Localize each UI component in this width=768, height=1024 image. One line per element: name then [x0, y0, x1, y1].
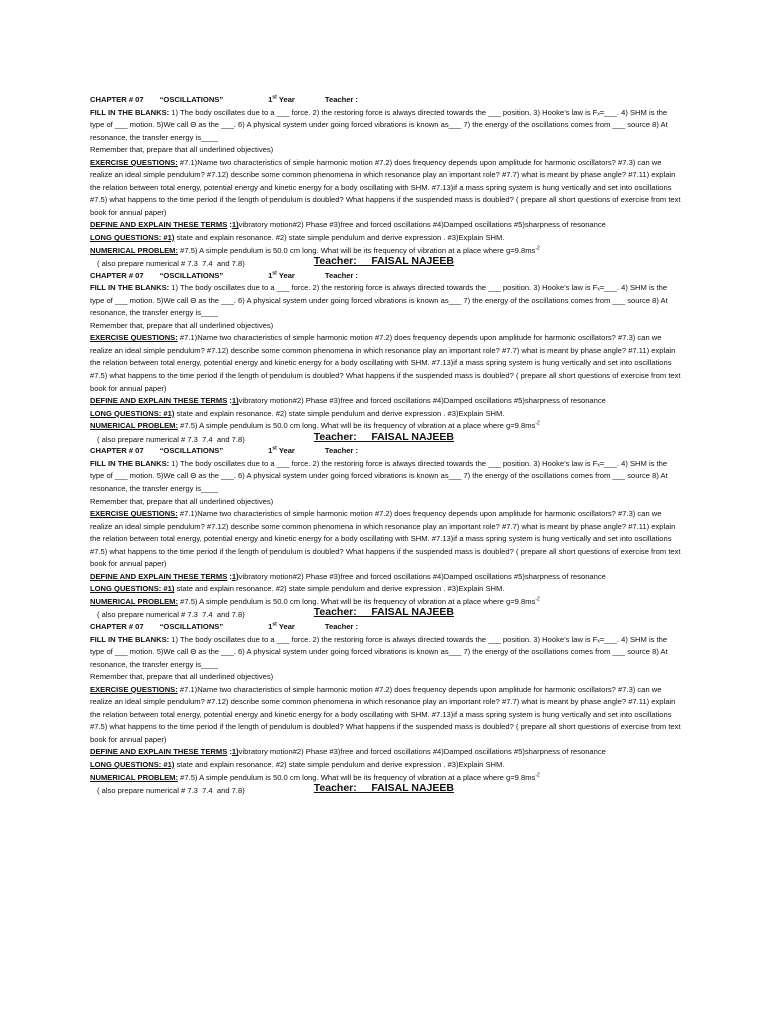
- define-text: vibratory motion#2) Phase #3)free and forced oscillations #4)Damped oscillations #5)sharpness of resonance: [238, 747, 606, 757]
- long-text: state and explain resonance. #2) state simple pendulum and derive expression . #3)Explain SHM.: [174, 759, 505, 769]
- fill-label: FILL IN THE BLANKS:: [90, 107, 170, 117]
- long-questions: [90, 408, 682, 421]
- teacher-signature: Teacher: FAISAL NAJEEB: [313, 782, 454, 795]
- teacher-signature: Teacher: FAISAL NAJEEB: [313, 255, 454, 268]
- define-terms: DEFINE AND EXPLAIN THESE TERMS :1)vibratory motion#2) Phase #3)free and forced oscillations #4)Damped oscillations #5)sharpness of resonance: [90, 747, 606, 757]
- handout-block: [90, 94, 682, 270]
- exercise-text: #7.1)Name two characteristics of simple harmonic motion #7.2) does frequency depends upon amplitude for harmonic oscillators? #7.3) can we realize an ideal simple pendulum? #7.12) describe some common phenomena in which resonance play an important role? #7.7) what is meant by phase angle? #7.11) explain the relation between total energy, potential energy and kinetic energy for a body oscillating with SHM. #7.13)if a mass spring system is hung vertically and set into oscillations #7.5) what happens to the time period if the length of pendulum is doubled? What happens if the suspended mass is doubled? ( prepare all short questions of exercise from text book for annual paper): [90, 157, 681, 217]
- numerical-problem: NUMERICAL PROBLEM: #7.5) A simple pendulum is 50.0 cm long. What will be its frequency of vibration at a place where $g=9.8ms^{-2}$: [90, 772, 540, 782]
- long-text: state and explain resonance. #2) state simple pendulum and derive expression . #3)Explain SHM.: [174, 233, 505, 243]
- fill-text: 1) The body oscillates due to a ___ force. 2) the restoring force is always directed towards the ___ position. 3) Hooke’s law is Fₓ=___. 4) SHM is the type of ___ motion. 5)We call Θ as the ___. 6) A physical system under going forced vibrations is known as___ 7) the energy of the oscillations comes from ___ source 8) At resonance, the transfer energy is____: [90, 283, 668, 318]
- exercise-questions: [90, 684, 682, 747]
- chapter-title: “OSCILLATIONS”: [159, 270, 224, 280]
- remember-note: Remember that, prepare that all underlined objectives): [90, 320, 274, 330]
- chapter-header: [90, 270, 682, 283]
- chapter-number: CHAPTER # 07: [90, 270, 144, 280]
- signature-line: [90, 257, 682, 270]
- long-questions: [90, 583, 682, 596]
- numerical-text: #7.5) A simple pendulum is 50.0 cm long. What will be its frequency of vibration at a place where g=9.8ms: [178, 245, 536, 255]
- numerical-text: #7.5) A simple pendulum is 50.0 cm long. What will be its frequency of vibration at a place where g=9.8ms: [178, 596, 536, 606]
- remember-note: Remember that, prepare that all underlined objectives): [90, 496, 274, 506]
- exercise-questions: [90, 157, 682, 220]
- exercise-questions: [90, 332, 682, 395]
- exercise-text: #7.1)Name two characteristics of simple harmonic motion #7.2) does frequency depends upon amplitude for harmonic oscillators? #7.3) can we realize an ideal simple pendulum? #7.12) describe some common phenomena in which resonance play an important role? #7.7) what is meant by phase angle? #7.11) explain the relation between total energy, potential energy and kinetic energy for a body oscillating with SHM. #7.13)if a mass spring system is hung vertically and set into oscillations #7.5) what happens to the time period if the length of pendulum is doubled? What happens if the suspended mass is doubled? ( prepare all short questions of exercise from text book for annual paper): [90, 333, 681, 393]
- year-label: 1st Year: [268, 94, 295, 104]
- year-label: 1st Year: [268, 621, 295, 631]
- long-questions: [90, 759, 682, 772]
- signature-line: [90, 784, 682, 797]
- numerical-problem: NUMERICAL PROBLEM: #7.5) A simple pendulum is 50.0 cm long. What will be its frequency of vibration at a place where $g=9.8ms^{-2}$: [90, 420, 540, 431]
- numerical-text: #7.5) A simple pendulum is 50.0 cm long. What will be its frequency of vibration at a place where g=9.8ms: [178, 772, 536, 782]
- signature-line: [90, 430, 682, 446]
- chapter-number: CHAPTER # 07: [90, 621, 144, 631]
- handout-block: [90, 445, 682, 621]
- long-text: state and explain resonance. #2) state simple pendulum and derive expression . #3)Explain SHM.: [174, 408, 505, 418]
- numerical-label: NUMERICAL PROBLEM:: [90, 421, 179, 431]
- exercise-label: EXERCISE QUESTIONS:: [90, 333, 178, 343]
- define-text: vibratory motion#2) Phase #3)free and forced oscillations #4)Damped oscillations #5)sharpness of resonance: [238, 220, 606, 230]
- handout-block: [90, 270, 682, 446]
- long-label: LONG QUESTIONS: #1): [90, 233, 175, 243]
- also-prepare-note: ( also prepare numerical # 7.3 7.4 and 7.8): [97, 259, 245, 269]
- fill-in-the-blanks: [90, 107, 682, 145]
- numerical-label: NUMERICAL PROBLEM:: [90, 772, 179, 782]
- fill-in-the-blanks: [90, 282, 682, 320]
- chapter-number: CHAPTER # 07: [90, 446, 144, 456]
- define-text: vibratory motion#2) Phase #3)free and forced oscillations #4)Damped oscillations #5)sharpness of resonance: [238, 571, 606, 581]
- also-prepare-note: ( also prepare numerical # 7.3 7.4 and 7.8): [97, 786, 245, 796]
- numerical-text: #7.5) A simple pendulum is 50.0 cm long. What will be its frequency of vibration at a place where g=9.8ms: [178, 421, 536, 431]
- fill-in-the-blanks: [90, 458, 682, 496]
- define-label: DEFINE AND EXPLAIN THESE TERMS: [90, 220, 228, 230]
- long-label: LONG QUESTIONS: #1): [90, 408, 175, 418]
- numerical-problem: NUMERICAL PROBLEM: #7.5) A simple pendulum is 50.0 cm long. What will be its frequency of vibration at a place where $g=9.8ms^{-2}$: [90, 596, 540, 606]
- year-label: 1st Year: [268, 445, 295, 456]
- chapter-header: [90, 621, 682, 634]
- remember-note: Remember that, prepare that all underlined objectives): [90, 145, 274, 155]
- fill-label: FILL IN THE BLANKS:: [90, 634, 170, 644]
- define-label: DEFINE AND EXPLAIN THESE TERMS: [90, 747, 228, 757]
- numerical-problem: NUMERICAL PROBLEM: #7.5) A simple pendulum is 50.0 cm long. What will be its frequency of vibration at a place where $g=9.8ms^{-2}$: [90, 245, 540, 255]
- exercise-questions: [90, 508, 682, 571]
- define-terms: DEFINE AND EXPLAIN THESE TERMS :1)vibratory motion#2) Phase #3)free and forced oscillations #4)Damped oscillations #5)sharpness of resonance: [90, 220, 606, 230]
- chapter-header: [90, 445, 682, 458]
- year-label: 1st Year: [268, 270, 295, 280]
- chapter-title: “OSCILLATIONS”: [159, 621, 224, 631]
- fill-text: 1) The body oscillates due to a ___ force. 2) the restoring force is always directed towards the ___ position. 3) Hooke’s law is Fₓ=___. 4) SHM is the type of ___ motion. 5)We call Θ as the ___. 6) A physical system under going forced vibrations is known as___ 7) the energy of the oscillations comes from ___ source 8) At resonance, the transfer energy is____: [90, 107, 668, 142]
- document-page: [90, 94, 682, 797]
- exercise-text: #7.1)Name two characteristics of simple harmonic motion #7.2) does frequency depends upon amplitude for harmonic oscillators? #7.3) can we realize an ideal simple pendulum? #7.12) describe some common phenomena in which resonance play an important role? #7.7) what is meant by phase angle? #7.11) explain the relation between total energy, potential energy and kinetic energy for a body oscillating with SHM. #7.13)if a mass spring system is hung vertically and set into oscillations #7.5) what happens to the time period if the length of pendulum is doubled? What happens if the suspended mass is doubled? ( prepare all short questions of exercise from text book for annual paper): [90, 684, 681, 744]
- define-terms: DEFINE AND EXPLAIN THESE TERMS :1)vibratory motion#2) Phase #3)free and forced oscillations #4)Damped oscillations #5)sharpness of resonance: [90, 396, 606, 406]
- numerical-label: NUMERICAL PROBLEM:: [90, 245, 179, 255]
- chapter-title: “OSCILLATIONS”: [159, 95, 224, 104]
- fill-label: FILL IN THE BLANKS:: [90, 283, 170, 293]
- fill-in-the-blanks: [90, 634, 682, 672]
- handout-block: [90, 621, 682, 797]
- exercise-label: EXERCISE QUESTIONS:: [90, 157, 178, 167]
- long-label: LONG QUESTIONS: #1): [90, 584, 175, 594]
- numerical-label: NUMERICAL PROBLEM:: [90, 596, 179, 606]
- define-label: DEFINE AND EXPLAIN THESE TERMS: [90, 396, 228, 406]
- define-terms: DEFINE AND EXPLAIN THESE TERMS :1)vibratory motion#2) Phase #3)free and forced oscillations #4)Damped oscillations #5)sharpness of resonance: [90, 571, 606, 581]
- chapter-title: “OSCILLATIONS”: [159, 446, 224, 456]
- fill-text: 1) The body oscillates due to a ___ force. 2) the restoring force is always directed towards the ___ position. 3) Hooke’s law is Fₓ=___. 4) SHM is the type of ___ motion. 5)We call Θ as the ___. 6) A physical system under going forced vibrations is known as___ 7) the energy of the oscillations comes from ___ source 8) At resonance, the transfer energy is____: [90, 634, 668, 669]
- exercise-label: EXERCISE QUESTIONS:: [90, 684, 178, 694]
- long-text: state and explain resonance. #2) state simple pendulum and derive expression . #3)Explain SHM.: [174, 584, 505, 594]
- teacher-label: Teacher :: [324, 270, 359, 280]
- long-questions: [90, 232, 682, 245]
- remember-note: Remember that, prepare that all underlined objectives): [90, 672, 274, 682]
- teacher-label: Teacher :: [324, 95, 359, 104]
- exercise-label: EXERCISE QUESTIONS:: [90, 509, 178, 519]
- define-text: vibratory motion#2) Phase #3)free and forced oscillations #4)Damped oscillations #5)sharpness of resonance: [238, 396, 606, 406]
- fill-label: FILL IN THE BLANKS:: [90, 458, 170, 468]
- exercise-text: #7.1)Name two characteristics of simple harmonic motion #7.2) does frequency depends upon amplitude for harmonic oscillators? #7.3) can we realize an ideal simple pendulum? #7.12) describe some common phenomena in which resonance play an important role? #7.7) what is meant by phase angle? #7.11) explain the relation between total energy, potential energy and kinetic energy for a body oscillating with SHM. #7.13)if a mass spring system is hung vertically and set into oscillations #7.5) what happens to the time period if the length of pendulum is doubled? What happens if the suspended mass is doubled? ( prepare all short questions of exercise from text book for annual paper): [90, 509, 681, 569]
- teacher-signature: Teacher: FAISAL NAJEEB: [313, 606, 454, 619]
- teacher-label: Teacher :: [324, 446, 359, 456]
- teacher-signature: Teacher: FAISAL NAJEEB: [313, 430, 454, 443]
- fill-text: 1) The body oscillates due to a ___ force. 2) the restoring force is always directed towards the ___ position. 3) Hooke’s law is Fₓ=___. 4) SHM is the type of ___ motion. 5)We call Θ as the ___. 6) A physical system under going forced vibrations is known as___ 7) the energy of the oscillations comes from ___ source 8) At resonance, the transfer energy is____: [90, 458, 668, 493]
- also-prepare-note: ( also prepare numerical # 7.3 7.4 and 7.8): [97, 434, 245, 444]
- chapter-header: [90, 94, 682, 107]
- signature-line: [90, 608, 682, 621]
- also-prepare-note: ( also prepare numerical # 7.3 7.4 and 7.8): [97, 610, 245, 620]
- define-label: DEFINE AND EXPLAIN THESE TERMS: [90, 571, 228, 581]
- chapter-number: CHAPTER # 07: [90, 95, 144, 104]
- teacher-label: Teacher :: [324, 621, 359, 631]
- long-label: LONG QUESTIONS: #1): [90, 759, 175, 769]
